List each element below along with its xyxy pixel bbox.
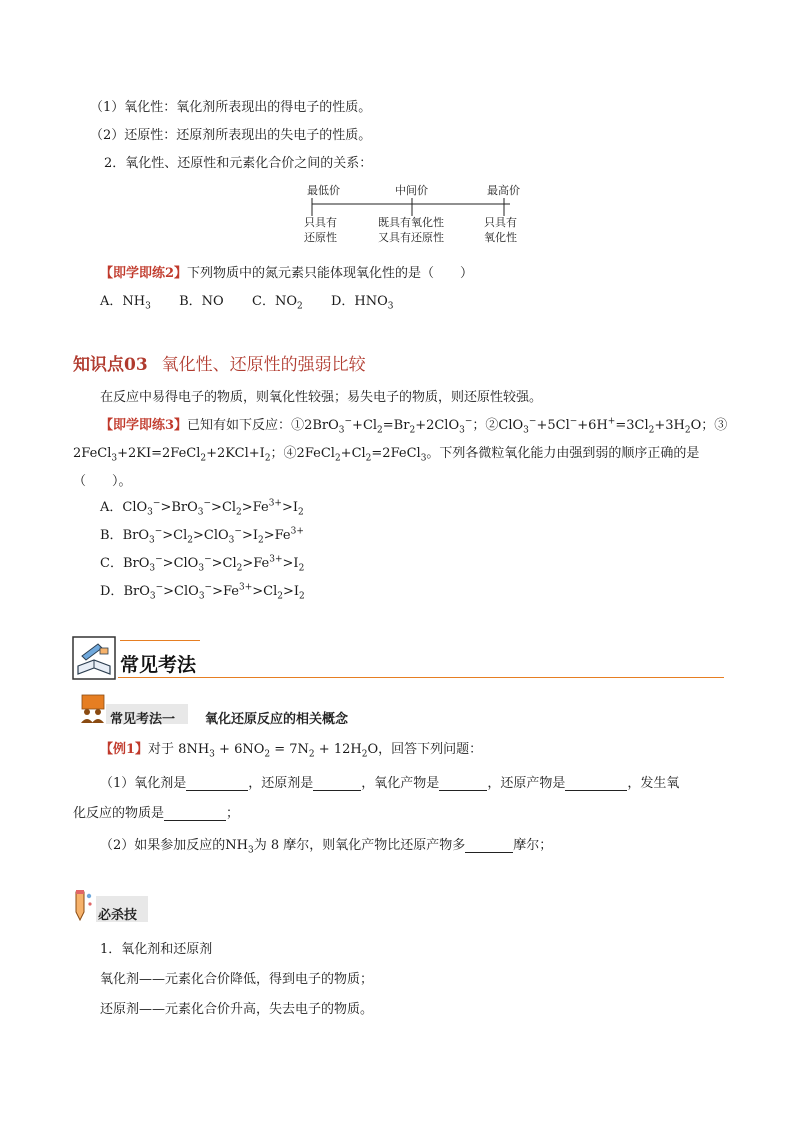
skill-line-2: 氧化剂——元素化合价降低，得到电子的物质； [100,972,374,987]
option-b: B．NO [179,294,224,309]
answer-blank-oxidant[interactable] [186,777,248,791]
answer-blank-mole-difference[interactable] [465,839,513,853]
practice-3-option-b: B．$BrO_3^->Cl_2>ClO_3^->I_2>Fe^{3+}$ [100,526,304,546]
reducing-property-line: （2）还原性：还原剂所表现出的失电子的性质。 [90,128,372,143]
low-desc-2: 还原性 [304,231,337,244]
practice-3-option-a: A．$ClO_3^->BrO_3^->Cl_2>Fe^{3+}>I_2$ [100,498,304,518]
option-c: C．$NO_2$ [252,294,303,312]
practice-3-paren: （ ）。 [73,474,132,489]
book-icon [72,636,116,680]
skill-line-1: 1．氧化剂和还原剂 [100,942,213,957]
oxidizing-property-line: （1）氧化性：氧化剂所表现出的得电子的性质。 [90,100,372,115]
teacher-icon [78,694,106,724]
option-a: A．$NH_3$ [100,294,151,312]
example-1-tag: 【例1】 [100,742,149,757]
mid-desc-2: 又具有还原性 [378,231,444,244]
practice-3-line2: $2FeCl_3+2KI=2FeCl_2+2KCl+I_2$；$④2FeCl_2+Cl_2=2FeCl_3$。下列各微粒氧化能力由强到弱的顺序正确的是 [73,446,700,464]
method-1-label: 常见考法一 [110,712,176,727]
method-1-title: 氧化还原反应的相关概念 [205,712,349,727]
option-d: D．$HNO_3$ [331,294,394,312]
answer-blank-reductant[interactable] [313,777,361,791]
high-desc-2: 氧化性 [484,231,517,244]
practice-3-line1: 【即学即练3】已知有如下反应：$①2BrO_3^-+Cl_2=Br_2+2ClO_3^-$；$②ClO_3^-+5Cl^-+6H^+=3Cl_2+3H_2O$；③ [100,416,728,436]
skill-title: 必杀技 [98,908,138,923]
example-1-q1-cont: 化反应的物质是 ； [73,806,240,821]
high-desc-1: 只具有 [484,216,517,229]
section-title: 常见考法 [120,654,197,676]
mid-desc-1: 既具有氧化性 [378,216,444,229]
practice-2-options [100,290,394,312]
pencil-icon [72,888,94,922]
answer-blank-reduction-product[interactable] [565,777,627,791]
practice-3-tag: 【即学即练3】 [100,418,188,433]
practice-2-tag: 【即学即练2】 [100,266,188,281]
low-desc-1: 只具有 [304,216,337,229]
example-1-intro: 【例1】对于 $8NH_3 + 6NO_2 = 7N_2 + 12H_2O$，回答下列问题： [100,742,483,760]
section-top-line [120,640,200,641]
practice-2-question: 【即学即练2】下列物质中的氮元素只能体现氧化性的是（ ） [100,266,474,281]
middle-valence-label: 中间价 [395,184,428,197]
valence-relation-heading: 2．氧化性、还原性和元素化合价之间的关系： [104,156,373,171]
knowledge-point-03-heading: 知识点03 氧化性、还原性的强弱比较 [73,355,366,375]
example-1-q1: （1）氧化剂是 ，还原剂是 ，氧化产物是 ，还原产物是 ，发生氧 [100,776,680,791]
practice-3-option-d: D．$BrO_3^->ClO_3^->Fe^{3+}>Cl_2>I_2$ [100,582,305,602]
answer-blank-oxidized-substance[interactable] [164,807,226,821]
section-divider [118,677,724,678]
skill-line-3: 还原剂——元素化合价升高，失去电子的物质。 [100,1002,374,1017]
knowledge-point-03-desc: 在反应中易得电子的物质，则氧化性较强；易失电子的物质，则还原性较强。 [100,390,543,405]
highest-valence-label: 最高价 [487,184,520,197]
lowest-valence-label: 最低价 [307,184,340,197]
example-1-q2: （2）如果参加反应的$NH_3$为 8 摩尔，则氧化产物比还原产物多 摩尔； [100,838,553,856]
practice-3-option-c: C．$BrO_3^->ClO_3^->Cl_2>Fe^{3+}>I_2$ [100,554,305,574]
answer-blank-oxidation-product[interactable] [439,777,487,791]
